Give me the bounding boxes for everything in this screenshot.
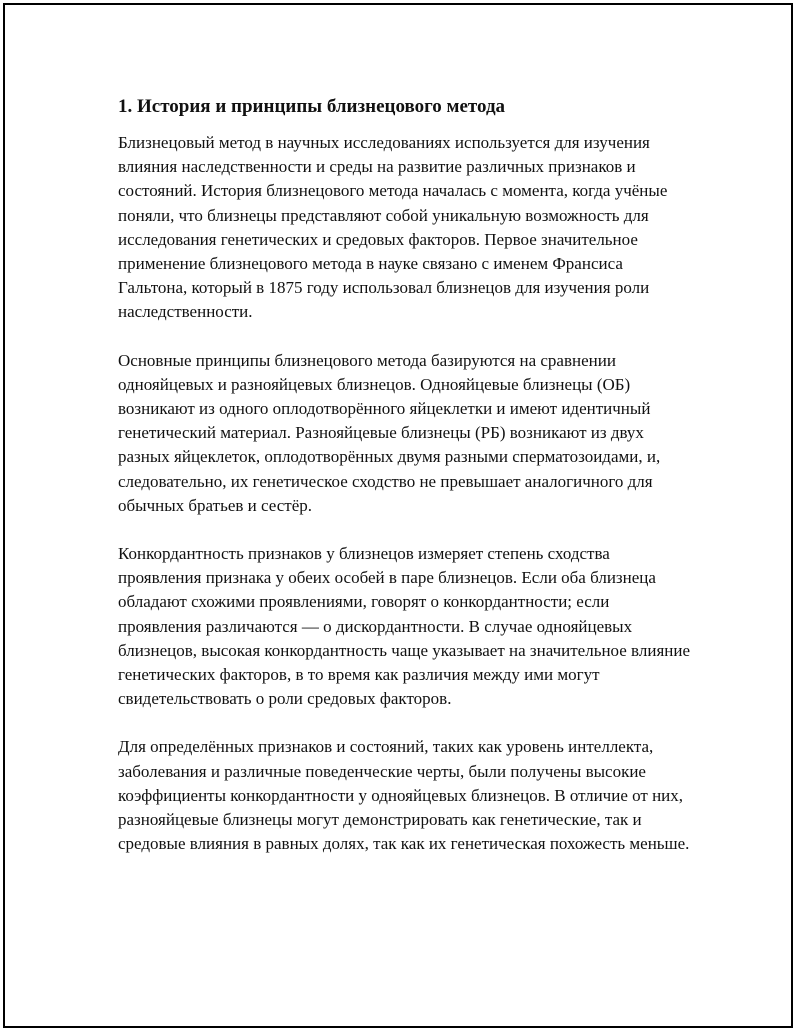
paragraph-principles: Основные принципы близнецового метода базируются на сравнении однояйцевых и разнояйцевых близнецов. Однояйцевые близнецы (ОБ) возникают из одного оплодотворённого яйцеклетки и имеют идентичный генетический материал. Разнояйцевые близнецы (РБ) возникают из двух разных яйцеклеток, оплодотворённых двумя разными сперматозоидами, и, следовательно, их генетическое сходство не превышает аналогичного для обычных братьев и сестёр. <box>118 350 661 515</box>
document-body <box>118 94 693 880</box>
paragraph-traits: Для определённых признаков и состояний, таких как уровень интеллекта, заболевания и различные поведенческие черты, были получены высокие коэффициенты конкордантности у однояйцевых близнецов. В отличие от них, разнояйцевые близнецы могут демонстрировать как генетические, так и средовые влияния в равных долях, так как их генетическая похожесть меньше. <box>118 737 690 854</box>
section-heading: 1. История и принципы близнецового метода <box>118 96 506 117</box>
paragraph-concordance: Конкордантность признаков у близнецов измеряет степень сходства проявления признака у обеих особей в паре близнецов. Если оба близнеца обладают схожими проявлениями, говорят о конкордантности; если проявления различаются — о дискордантности. В случае однояйцевых близнецов, высокая конкордантность чаще указывает на значительное влияние генетических факторов, в то время как различия между ими могут свидетельствовать о роли средовых факторов. <box>118 544 690 709</box>
paragraph-history: Близнецовый метод в научных исследованиях используется для изучения влияния наследственности и среды на развитие различных признаков и состояний. История близнецового метода началась с момента, когда учёные поняли, что близнецы представляют собой уникальную возможность для исследования генетических и средовых факторов. Первое значительное применение близнецового метода в науке связано с именем Франсиса Гальтона, который в 1875 году использовал близнецов для изучения роли наследственности. <box>118 133 668 322</box>
